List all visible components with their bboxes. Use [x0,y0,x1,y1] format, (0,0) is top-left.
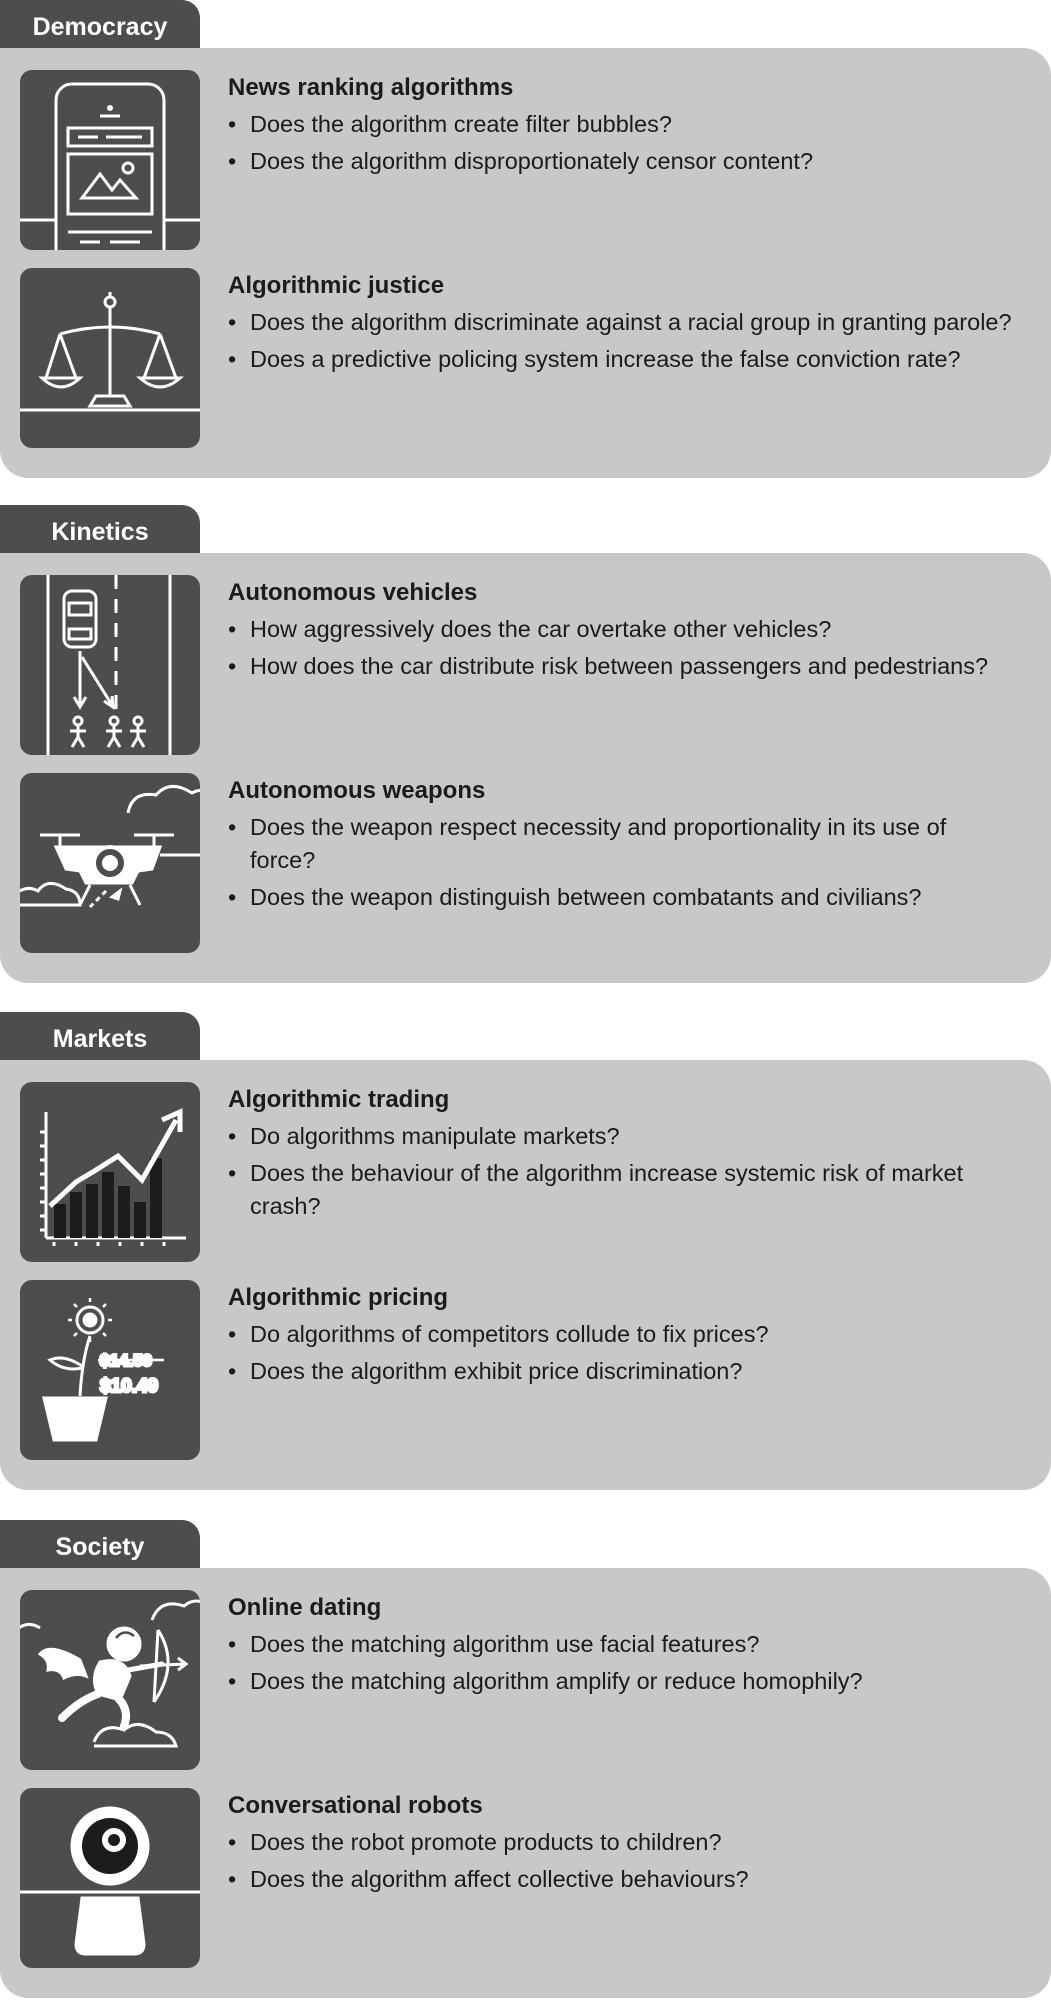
question-item: • Does the algorithm create filter bubbles? [228,108,1018,141]
question-item: • Does the matching algorithm amplify or reduce homophily? [228,1665,1018,1698]
question-item: • Does a predictive policing system increase the false conviction rate? [228,343,1018,376]
question-item: • Does the algorithm disproportionately censor content? [228,145,1018,178]
topic-title: Conversational robots [228,1792,483,1819]
question-item: • Does the algorithm affect collective behaviours? [228,1863,1018,1896]
section-panel-society [0,1568,1051,1998]
sale-price: $10.49 [100,1376,159,1397]
section-tab-society: Society [0,1520,200,1572]
question-item: • Does the matching algorithm use facial features? [228,1628,1018,1661]
question-item: • Does the algorithm discriminate against a racial group in granting parole? [228,306,1018,339]
topic-autonomous-weapons [0,773,1051,953]
rising-chart-icon [20,1082,200,1262]
topic-algorithmic-trading [0,1082,1051,1262]
section-panel-democracy [0,48,1051,478]
topic-algorithmic-justice [0,268,1051,448]
smartphone-news-icon [20,70,200,250]
question-item: • Does the behaviour of the algorithm increase systemic risk of market crash? [228,1157,1018,1223]
question-item: • Do algorithms manipulate markets? [228,1120,1018,1153]
question-item: • Does the robot promote products to children? [228,1826,1018,1859]
topic-title: Online dating [228,1594,382,1621]
section-panel-markets [0,1060,1051,1490]
question-item: • Does the weapon distinguish between combatants and civilians? [228,881,1018,914]
topic-online-dating [0,1590,1051,1770]
section-tab-democracy: Democracy [0,0,200,52]
topic-conversational-robots [0,1788,1051,1968]
topic-title: Algorithmic pricing [228,1284,449,1311]
drone-icon [20,773,200,953]
topic-algorithmic-pricing [0,1280,1051,1460]
section-tab-markets: Markets [0,1012,200,1064]
car-on-road-icon [20,575,200,755]
section-panel-kinetics [0,553,1051,983]
flower-pot-price-icon [20,1280,200,1460]
topic-title: Algorithmic trading [228,1086,450,1113]
question-item: • Do algorithms of competitors collude to fix prices? [228,1318,1018,1351]
topic-news-ranking [0,70,1051,250]
topic-autonomous-vehicles [0,575,1051,755]
question-item: • How does the car distribute risk between passengers and pedestrians? [228,650,1018,683]
original-price: $14.59 [100,1351,152,1370]
topic-title: News ranking algorithms [228,74,514,101]
question-item: • Does the algorithm exhibit price discrimination? [228,1355,1018,1388]
topic-title: Autonomous weapons [228,777,486,804]
section-tab-kinetics: Kinetics [0,505,200,557]
scales-of-justice-icon [20,268,200,448]
topic-title: Autonomous vehicles [228,579,478,606]
smart-speaker-robot-icon [20,1788,200,1968]
question-item: • Does the weapon respect necessity and proportionality in its use of force? [228,811,1018,877]
topic-title: Algorithmic justice [228,272,445,299]
cupid-icon [20,1590,200,1770]
question-item: • How aggressively does the car overtake other vehicles? [228,613,1018,646]
